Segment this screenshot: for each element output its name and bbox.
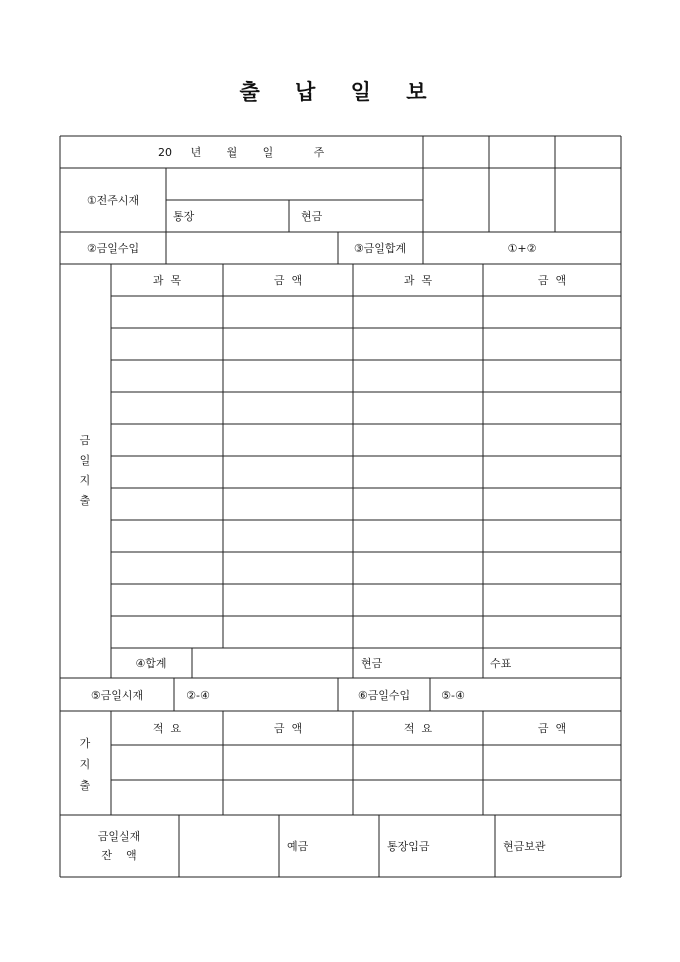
expense-side-label-char: 출 xyxy=(79,494,91,507)
expense-col-header-item: 과 목 xyxy=(403,274,433,287)
today-total-formula: ①+② xyxy=(507,242,537,255)
form-border xyxy=(60,136,621,877)
header-year-unit: 년 xyxy=(190,146,202,159)
prev-balance-label: ①전주시재 xyxy=(86,194,140,207)
expense-total-cash-label: 현금 xyxy=(361,657,383,670)
expense-total-check-label: 수표 xyxy=(490,657,512,670)
top-section-lines xyxy=(60,136,621,264)
expense-col-header-item: 과 목 xyxy=(152,274,182,287)
advance-col-header-summary: 적 요 xyxy=(403,722,433,735)
document-title: 출 납 일 보 xyxy=(239,79,441,104)
footer-bank-deposit-label: 통장입금 xyxy=(387,840,430,853)
today-income-label: ②금일수입 xyxy=(86,242,140,255)
expense-col-header-amount: 금 액 xyxy=(273,274,303,287)
expense-side-label-char: 지 xyxy=(79,474,91,487)
expense-side-label-char: 일 xyxy=(79,454,91,467)
today-total-label: ③금일합계 xyxy=(353,242,407,255)
footer-cash-keep-label: 현금보관 xyxy=(503,840,546,853)
header-day-unit: 일 xyxy=(262,146,274,159)
prev-balance-cash-label: 현금 xyxy=(301,210,323,223)
footer-label-line2: 잔 액 xyxy=(101,849,137,862)
expense-col-header-amount: 금 액 xyxy=(537,274,567,287)
expense-total-label: ④합계 xyxy=(135,657,167,670)
balance-row-lines xyxy=(60,678,621,711)
header-year: 20 xyxy=(158,146,172,159)
prev-balance-bank-label: 통장 xyxy=(173,210,195,223)
today-balance-formula: ②-④ xyxy=(186,689,210,702)
advance-col-header-summary: 적 요 xyxy=(152,722,182,735)
footer-label-line1: 금일실재 xyxy=(97,830,141,843)
advance-side-label-char: 가 xyxy=(79,737,91,750)
header-month-unit: 월 xyxy=(226,146,238,159)
advance-side-label-char: 지 xyxy=(79,758,91,771)
advance-col-header-amount: 금 액 xyxy=(273,722,303,735)
advance-col-header-amount: 금 액 xyxy=(537,722,567,735)
expense-side-label-char: 금 xyxy=(79,434,91,447)
today-income-2-label: ⑥금일수입 xyxy=(357,689,411,702)
header-week-label: 주 xyxy=(313,146,325,159)
footer-deposit-label: 예금 xyxy=(287,840,309,853)
today-income-2-formula: ⑤-④ xyxy=(441,689,465,702)
advance-side-label-char: 출 xyxy=(79,779,91,792)
today-balance-label: ⑤금일시재 xyxy=(90,689,144,702)
expense-grid-lines xyxy=(111,264,621,678)
